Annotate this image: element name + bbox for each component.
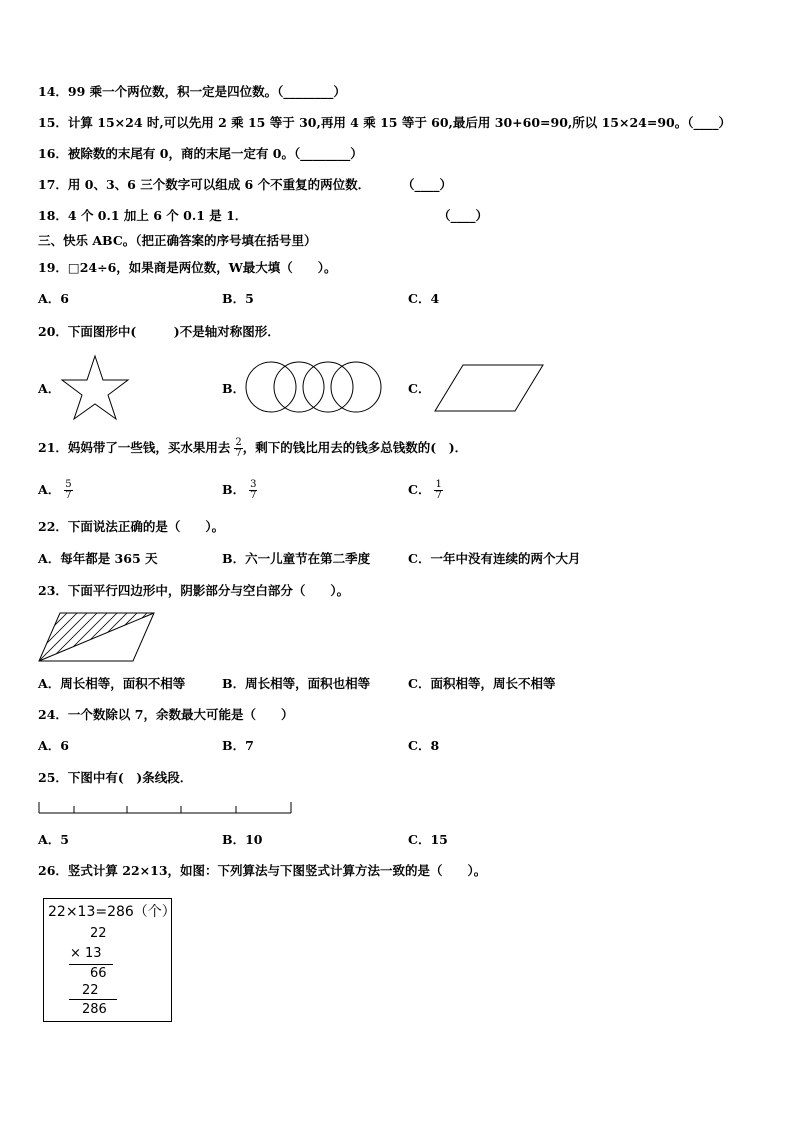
- q21-fraction-num: 2: [235, 437, 242, 448]
- question-24: 24．一个数除以 7，余数最大可能是（ ）: [38, 707, 294, 722]
- calc-row-2: × 13: [70, 946, 102, 961]
- q21-fraction: [234, 438, 242, 459]
- calc-title: 22×13=286（个）: [48, 904, 176, 920]
- q21-fraction-den: 7: [235, 448, 242, 459]
- section-3-heading: 三、快乐 ABC。（把正确答案的序号填在括号里）: [38, 233, 317, 248]
- q21-option-a[interactable]: [38, 480, 73, 501]
- four-circles-figure: [245, 361, 385, 413]
- segment-line-figure: [38, 800, 294, 816]
- question-19: 19．□24÷6，如果商是两位数，W最大填（ ）。: [38, 260, 337, 275]
- q21-stem-prefix: 21．妈妈带了一些钱，买水果用去: [38, 440, 231, 455]
- question-18-blank[interactable]: （____）: [438, 208, 489, 223]
- question-17: 17．用 0、3、6 三个数字可以组成 6 个不重复的两位数．: [38, 177, 371, 192]
- calc-row-3: 66: [90, 966, 107, 981]
- q20-option-a[interactable]: A．: [38, 381, 61, 396]
- q21-option-c-fraction: [434, 480, 442, 501]
- q21-b-den: 7: [250, 490, 257, 501]
- q19-option-c[interactable]: C．4: [408, 291, 440, 306]
- q21-a-num: 5: [65, 479, 72, 490]
- q24-option-c[interactable]: C．8: [408, 738, 440, 753]
- q23-option-a[interactable]: A．周长相等，面积不相等: [38, 676, 186, 691]
- q25-option-a[interactable]: A．5: [38, 832, 69, 847]
- vertical-calculation-box: [43, 898, 176, 1022]
- q24-option-a[interactable]: A．6: [38, 738, 69, 753]
- question-17-blank[interactable]: （____）: [402, 177, 453, 192]
- calc-row-5: 286: [82, 1002, 107, 1017]
- question-16: 16．被除数的末尾有 0，商的末尾一定有 0。（________）: [38, 146, 363, 161]
- q19-option-a[interactable]: A．6: [38, 291, 69, 306]
- question-25: 25．下图中有( )条线段．: [38, 770, 193, 785]
- q21-option-b[interactable]: [222, 480, 257, 501]
- q25-option-c[interactable]: C．15: [408, 832, 448, 847]
- calc-row-4: 22: [82, 983, 99, 998]
- calc-row-1: 22: [90, 926, 107, 941]
- q21-stem-suffix: ，剩下的钱比用去的钱多总钱数的( )．: [242, 440, 468, 455]
- q23-option-c[interactable]: C．面积相等，周长不相等: [408, 676, 556, 691]
- q21-option-a-fraction: [64, 480, 72, 501]
- q21-option-b-fraction: [249, 480, 257, 501]
- q19-option-b[interactable]: B．5: [222, 291, 254, 306]
- q25-option-b[interactable]: B．10: [222, 832, 263, 847]
- q21-c-num: 1: [435, 479, 442, 490]
- question-14: 14．99 乘一个两位数，积一定是四位数。（________）: [38, 84, 346, 99]
- parallelogram-figure: [433, 364, 545, 412]
- q21-option-b-label: B．: [222, 482, 246, 497]
- question-15: 15．计算 15×24 时,可以先用 2 乘 15 等于 30,再用 4 乘 15 等于 60,最后用 30+60=90,所以 15×24=90。: [38, 115, 688, 130]
- star-figure: [60, 354, 130, 420]
- question-20: 20．下面图形中( )不是轴对称图形．: [38, 324, 280, 339]
- shaded-parallelogram-figure: [38, 612, 156, 662]
- question-15-blank[interactable]: （____）: [681, 115, 732, 130]
- q21-b-num: 3: [250, 479, 257, 490]
- question-18: 18．4 个 0.1 加上 6 个 0.1 是 1．: [38, 208, 248, 223]
- q20-option-b[interactable]: B．: [222, 381, 246, 396]
- q24-option-b[interactable]: B．7: [222, 738, 254, 753]
- q21-a-den: 7: [65, 490, 72, 501]
- question-23: 23．下面平行四边形中，阴影部分与空白部分（ ）。: [38, 583, 350, 598]
- calc-rule-1: [69, 964, 113, 965]
- question-26: 26．竖式计算 22×13，如图：下列算法与下图竖式计算方法一致的是（ ）。: [38, 863, 487, 878]
- q21-option-c[interactable]: [408, 480, 443, 501]
- q22-option-c[interactable]: C．一年中没有连续的两个大月: [408, 551, 581, 566]
- q21-option-a-label: A．: [38, 482, 61, 497]
- q22-option-a[interactable]: A．每年都是 365 天: [38, 551, 158, 566]
- q23-option-b[interactable]: B．周长相等，面积也相等: [222, 676, 371, 691]
- q20-option-c[interactable]: C．: [408, 381, 431, 396]
- calc-rule-2: [69, 999, 117, 1000]
- q22-option-b[interactable]: B．六一儿童节在第二季度: [222, 551, 371, 566]
- question-21: [38, 438, 467, 459]
- q21-c-den: 7: [435, 490, 442, 501]
- q21-option-c-label: C．: [408, 482, 431, 497]
- question-22: 22．下面说法正确的是（ ）。: [38, 519, 225, 534]
